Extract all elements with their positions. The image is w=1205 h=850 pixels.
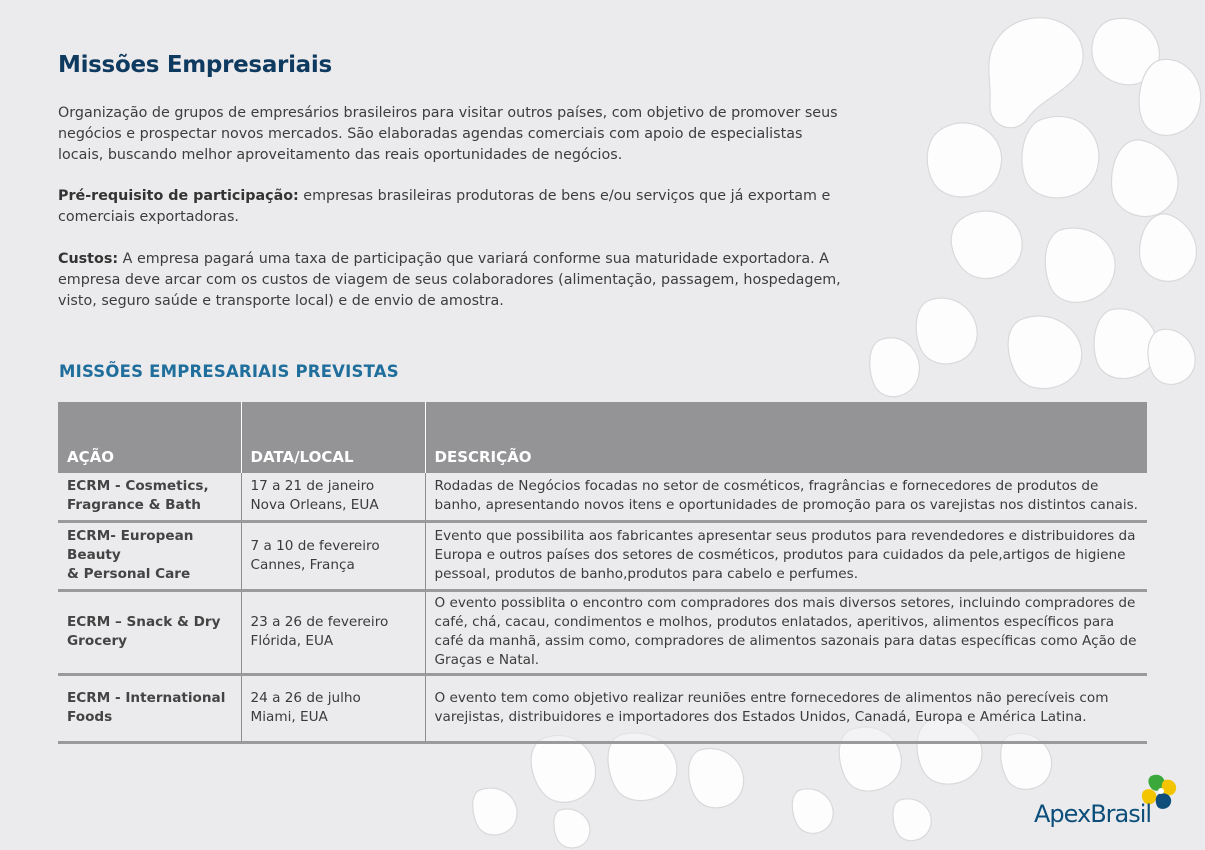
acao-line: ECRM - Cosmetics, — [67, 478, 209, 494]
cell-descricao: O evento tem como objetivo realizar reuniões entre fornecedores de alimentos não perecíveis com varejistas, distribuidores e importadores dos Estados Unidos, Canadá, Europa e América Latina. — [425, 675, 1147, 743]
content-area — [58, 52, 858, 309]
prerequisite-label: Pré-requisito de participação: — [58, 188, 299, 204]
intro-paragraph: Organização de grupos de empresários brasileiros para visitar outros países, com objetivo de promover seus negócios e prospectar novos mercados. São elaboradas agendas comerciais com apoio de especialistas locais, buscando melhor aproveitamento das reais oportunidades de negócios. — [58, 105, 838, 163]
apexbrasil-logo — [1034, 772, 1184, 832]
cell-descricao: Rodadas de Negócios focadas no setor de cosméticos, fragrâncias e fornecedores de produtos de banho, apresentando novos itens e oportunidades de promoção para os varejistas nos distintos canais. — [425, 473, 1147, 522]
cell-data-local — [241, 675, 425, 743]
event-date: 7 a 10 de fevereiro — [250, 537, 380, 554]
cell-acao — [58, 591, 241, 675]
table-row — [58, 473, 1147, 522]
cell-data-local — [241, 473, 425, 522]
event-date: 23 a 26 de fevereiro — [250, 614, 389, 630]
cell-acao — [58, 675, 241, 743]
event-date: 24 a 26 de julho — [250, 690, 361, 706]
acao-line: & Personal Care — [67, 566, 191, 582]
cell-acao — [58, 522, 241, 591]
acao-line: ECRM - International — [67, 690, 226, 706]
cell-acao — [58, 473, 241, 522]
prerequisite-paragraph — [58, 186, 848, 228]
cell-descricao: Evento que possibilita aos fabricantes apresentar seus produtos para revendedores e distribuidores da Europa e outros países dos setores de cosméticos, produtos para cuidados da pele,artigos de higiene pessoal, produtos de banho,produtos para cabelo e perfumes. — [425, 522, 1147, 591]
header-data-local: DATA/LOCAL — [241, 402, 425, 473]
acao-line: Grocery — [67, 633, 128, 649]
cell-data-local — [241, 591, 425, 675]
logo-text: ApexBrasil — [1034, 800, 1152, 828]
missions-table — [58, 402, 1147, 744]
table-row — [58, 675, 1147, 743]
table-row — [58, 522, 1147, 591]
costs-label: Custos: — [58, 251, 119, 267]
event-location: Cannes, França — [250, 556, 355, 573]
page-title: Missões Empresariais — [58, 52, 332, 78]
costs-text: A empresa pagará uma taxa de participação que variará conforme sua maturidade exportadora. A empresa deve arcar com os custos de viagem de seus colaboradores (alimentação, passagem, hospedagem, visto, seguro saúde e transporte local) e de envio de amostra. — [58, 251, 841, 309]
cell-descricao: O evento possiblita o encontro com compradores dos mais diversos setores, incluindo compradores de café, chá, cacau, condimentos e molhos, produtos enlatados, aperitivos, alimentos específicos para café da manhã, assim como, compradores de alimentos sazonais para datas específicas como Ação de Graças e Natal. — [425, 591, 1147, 675]
section-title: MISSÕES EMPRESARIAIS PREVISTAS — [59, 362, 399, 381]
prerequisite-text: empresas brasileiras produtoras de bens e/ou serviços que já exportam e comerciais exportadoras. — [58, 188, 831, 225]
event-location: Nova Orleans, EUA — [250, 497, 379, 513]
cell-data-local — [241, 522, 425, 591]
header-acao: AÇÃO — [58, 402, 241, 473]
table-header-row — [58, 402, 1147, 473]
table-row — [58, 591, 1147, 675]
costs-paragraph — [58, 249, 848, 312]
header-descricao: DESCRIÇÃO — [425, 402, 1147, 473]
event-date: 17 a 21 de janeiro — [250, 478, 375, 494]
event-location: Miami, EUA — [250, 709, 328, 725]
acao-line: ECRM – Snack & Dry — [67, 614, 221, 630]
acao-line: Fragrance & Bath — [67, 497, 201, 513]
acao-line: ECRM- European Beauty — [67, 528, 194, 563]
event-location: Flórida, EUA — [250, 633, 334, 649]
acao-line: Foods — [67, 709, 113, 725]
